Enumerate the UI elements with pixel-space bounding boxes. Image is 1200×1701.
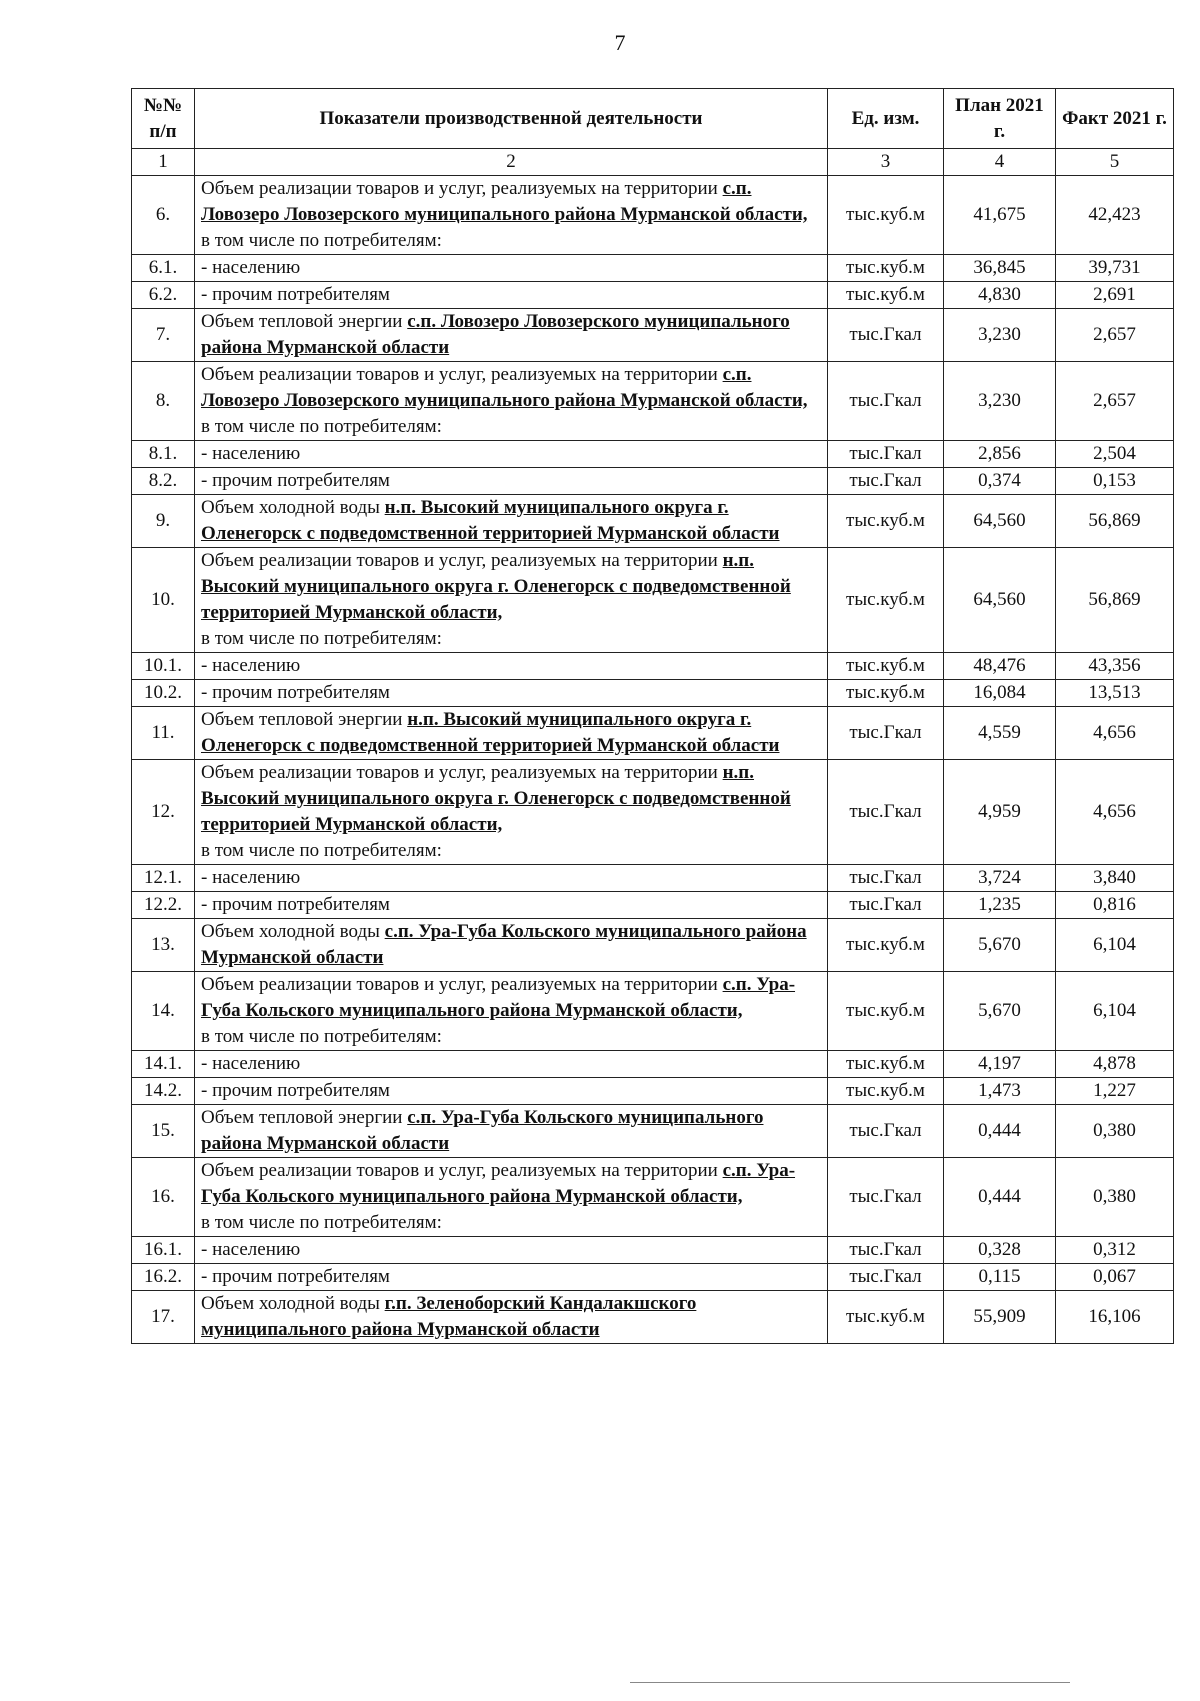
row-unit: тыс.Гкал — [828, 1158, 944, 1237]
row-number: 14. — [132, 972, 195, 1051]
settlement-name: н.п. Высокий муниципального округа г. Оленегорск с подведомственной территорией Мурманской области, — [201, 762, 791, 835]
row-unit: тыс.Гкал — [828, 865, 944, 892]
header-indicator: Показатели производственной деятельности — [195, 89, 828, 149]
row-number: 6. — [132, 176, 195, 255]
header-fact: Факт 2021 г. — [1056, 89, 1174, 149]
row-unit: тыс.куб.м — [828, 919, 944, 972]
row-number: 10. — [132, 548, 195, 653]
row-plan-value: 64,560 — [944, 495, 1056, 548]
settlement-name: н.п. Высокий муниципального округа г. Оленегорск с подведомственной территорией Мурманской области — [201, 709, 780, 756]
row-number: 6.1. — [132, 255, 195, 282]
column-index: 5 — [1056, 149, 1174, 176]
row-plan-value: 0,374 — [944, 468, 1056, 495]
row-unit: тыс.Гкал — [828, 362, 944, 441]
page-number: 7 — [614, 30, 626, 55]
row-plan-value: 4,197 — [944, 1051, 1056, 1078]
row-fact-value: 2,691 — [1056, 282, 1174, 309]
row-unit: тыс.куб.м — [828, 282, 944, 309]
row-unit: тыс.Гкал — [828, 1264, 944, 1291]
row-plan-value: 0,444 — [944, 1105, 1056, 1158]
row-fact-value: 4,878 — [1056, 1051, 1174, 1078]
row-indicator — [195, 707, 828, 760]
settlement-name: с.п. Ура-Губа Кольского муниципального района Мурманской области, — [201, 974, 796, 1021]
row-fact-value: 13,513 — [1056, 680, 1174, 707]
table-row — [132, 1291, 1174, 1344]
indicator-text: Объем тепловой энергии — [201, 709, 408, 730]
row-fact-value: 39,731 — [1056, 255, 1174, 282]
row-number: 6.2. — [132, 282, 195, 309]
row-indicator — [195, 255, 828, 282]
row-number: 10.2. — [132, 680, 195, 707]
row-plan-value: 0,115 — [944, 1264, 1056, 1291]
row-indicator — [195, 176, 828, 255]
row-fact-value: 0,312 — [1056, 1237, 1174, 1264]
table-row — [132, 653, 1174, 680]
row-number: 14.2. — [132, 1078, 195, 1105]
table-row — [132, 680, 1174, 707]
row-fact-value: 6,104 — [1056, 972, 1174, 1051]
settlement-name: н.п. Высокий муниципального округа г. Оленегорск с подведомственной территорией Мурманской области — [201, 497, 780, 544]
table-row — [132, 309, 1174, 362]
row-fact-value: 2,657 — [1056, 309, 1174, 362]
table-body — [132, 176, 1174, 1344]
row-indicator — [195, 1078, 828, 1105]
row-unit: тыс.куб.м — [828, 1078, 944, 1105]
row-number: 7. — [132, 309, 195, 362]
row-indicator — [195, 468, 828, 495]
indicator-text: - прочим потребителям — [201, 894, 390, 915]
row-unit: тыс.куб.м — [828, 548, 944, 653]
row-indicator — [195, 972, 828, 1051]
row-plan-value: 48,476 — [944, 653, 1056, 680]
row-unit: тыс.куб.м — [828, 1291, 944, 1344]
consumer-note: в том числе по потребителям: — [201, 416, 442, 437]
table-row — [132, 255, 1174, 282]
consumer-note: в том числе по потребителям: — [201, 230, 442, 251]
indicator-text: - населению — [201, 655, 301, 676]
row-number: 8.2. — [132, 468, 195, 495]
row-indicator — [195, 548, 828, 653]
row-fact-value: 16,106 — [1056, 1291, 1174, 1344]
row-indicator — [195, 1105, 828, 1158]
row-number: 8.1. — [132, 441, 195, 468]
indicator-text: Объем тепловой энергии — [201, 311, 408, 332]
row-unit: тыс.куб.м — [828, 176, 944, 255]
column-index: 1 — [132, 149, 195, 176]
row-indicator — [195, 495, 828, 548]
column-index: 3 — [828, 149, 944, 176]
row-fact-value: 3,840 — [1056, 865, 1174, 892]
table-row — [132, 176, 1174, 255]
settlement-name: с.п. Ловозеро Ловозерского муниципального района Мурманской области, — [201, 178, 808, 225]
row-indicator — [195, 282, 828, 309]
row-unit: тыс.куб.м — [828, 680, 944, 707]
table-row — [132, 282, 1174, 309]
row-indicator — [195, 441, 828, 468]
row-number: 11. — [132, 707, 195, 760]
settlement-name: н.п. Высокий муниципального округа г. Оленегорск с подведомственной территорией Мурманской области, — [201, 550, 791, 623]
column-index: 4 — [944, 149, 1056, 176]
table-row — [132, 495, 1174, 548]
row-number: 8. — [132, 362, 195, 441]
row-number: 16.1. — [132, 1237, 195, 1264]
row-number: 12. — [132, 760, 195, 865]
production-indicators-table — [131, 88, 1174, 1344]
indicator-text: Объем холодной воды — [201, 1293, 385, 1314]
settlement-name: с.п. Ура-Губа Кольского муниципального района Мурманской области, — [201, 1160, 796, 1207]
row-unit: тыс.Гкал — [828, 441, 944, 468]
row-plan-value: 36,845 — [944, 255, 1056, 282]
row-fact-value: 42,423 — [1056, 176, 1174, 255]
indicator-text: - прочим потребителям — [201, 1266, 390, 1287]
row-indicator — [195, 362, 828, 441]
settlement-name: г.п. Зеленоборский Кандалакшского муниципального района Мурманской области — [201, 1293, 697, 1340]
row-plan-value: 4,559 — [944, 707, 1056, 760]
row-fact-value: 56,869 — [1056, 548, 1174, 653]
table-row — [132, 760, 1174, 865]
row-indicator — [195, 892, 828, 919]
table-row — [132, 1264, 1174, 1291]
row-number: 16.2. — [132, 1264, 195, 1291]
row-indicator — [195, 919, 828, 972]
row-fact-value: 0,380 — [1056, 1105, 1174, 1158]
row-plan-value: 5,670 — [944, 972, 1056, 1051]
indicator-text: Объем холодной воды — [201, 921, 385, 942]
row-plan-value: 64,560 — [944, 548, 1056, 653]
row-unit: тыс.Гкал — [828, 892, 944, 919]
row-plan-value: 3,230 — [944, 309, 1056, 362]
row-fact-value: 56,869 — [1056, 495, 1174, 548]
table-row — [132, 972, 1174, 1051]
row-unit: тыс.куб.м — [828, 1051, 944, 1078]
consumer-note: в том числе по потребителям: — [201, 840, 442, 861]
row-unit: тыс.куб.м — [828, 653, 944, 680]
table-row — [132, 468, 1174, 495]
indicator-text: Объем реализации товаров и услуг, реализуемых на территории — [201, 974, 723, 995]
row-fact-value: 0,153 — [1056, 468, 1174, 495]
table-row — [132, 1078, 1174, 1105]
row-plan-value: 0,444 — [944, 1158, 1056, 1237]
indicator-text: - населению — [201, 867, 301, 888]
indicator-text: Объем реализации товаров и услуг, реализуемых на территории — [201, 762, 723, 783]
row-plan-value: 3,230 — [944, 362, 1056, 441]
row-indicator — [195, 309, 828, 362]
table-row — [132, 1158, 1174, 1237]
indicator-text: - населению — [201, 257, 301, 278]
row-unit: тыс.куб.м — [828, 255, 944, 282]
indicator-text: Объем реализации товаров и услуг, реализуемых на территории — [201, 550, 723, 571]
row-number: 12.1. — [132, 865, 195, 892]
indicator-text: - прочим потребителям — [201, 470, 390, 491]
row-indicator — [195, 653, 828, 680]
row-fact-value: 0,380 — [1056, 1158, 1174, 1237]
row-number: 14.1. — [132, 1051, 195, 1078]
row-number: 9. — [132, 495, 195, 548]
settlement-name: с.п. Ура-Губа Кольского муниципального района Мурманской области — [201, 1107, 764, 1154]
row-number: 16. — [132, 1158, 195, 1237]
consumer-note: в том числе по потребителям: — [201, 1212, 442, 1233]
consumer-note: в том числе по потребителям: — [201, 628, 442, 649]
indicator-text: Объем тепловой энергии — [201, 1107, 408, 1128]
row-fact-value: 2,657 — [1056, 362, 1174, 441]
indicator-text: - прочим потребителям — [201, 682, 390, 703]
indicator-text: - прочим потребителям — [201, 1080, 390, 1101]
row-fact-value: 2,504 — [1056, 441, 1174, 468]
row-indicator — [195, 865, 828, 892]
table-row — [132, 1051, 1174, 1078]
row-fact-value: 43,356 — [1056, 653, 1174, 680]
row-plan-value: 4,959 — [944, 760, 1056, 865]
row-unit: тыс.куб.м — [828, 972, 944, 1051]
row-indicator — [195, 680, 828, 707]
table-row — [132, 362, 1174, 441]
row-unit: тыс.Гкал — [828, 468, 944, 495]
row-fact-value: 1,227 — [1056, 1078, 1174, 1105]
row-unit: тыс.Гкал — [828, 309, 944, 362]
row-plan-value: 16,084 — [944, 680, 1056, 707]
row-unit: тыс.Гкал — [828, 760, 944, 865]
settlement-name: с.п. Ловозеро Ловозерского муниципального района Мурманской области, — [201, 364, 808, 411]
row-number: 10.1. — [132, 653, 195, 680]
table-row — [132, 892, 1174, 919]
row-plan-value: 41,675 — [944, 176, 1056, 255]
row-plan-value: 2,856 — [944, 441, 1056, 468]
row-plan-value: 0,328 — [944, 1237, 1056, 1264]
table-row — [132, 707, 1174, 760]
table-row — [132, 919, 1174, 972]
row-plan-value: 3,724 — [944, 865, 1056, 892]
row-indicator — [195, 1237, 828, 1264]
row-unit: тыс.Гкал — [828, 1105, 944, 1158]
row-indicator — [195, 1158, 828, 1237]
consumer-note: в том числе по потребителям: — [201, 1026, 442, 1047]
row-number: 17. — [132, 1291, 195, 1344]
column-index-row — [132, 149, 1174, 176]
indicator-text: - населению — [201, 1239, 301, 1260]
row-unit: тыс.Гкал — [828, 1237, 944, 1264]
table-header-row — [132, 89, 1174, 149]
indicator-text: Объем реализации товаров и услуг, реализуемых на территории — [201, 364, 723, 385]
row-plan-value: 55,909 — [944, 1291, 1056, 1344]
row-unit: тыс.Гкал — [828, 707, 944, 760]
indicator-text: - прочим потребителям — [201, 284, 390, 305]
row-plan-value: 5,670 — [944, 919, 1056, 972]
row-plan-value: 1,473 — [944, 1078, 1056, 1105]
row-number: 15. — [132, 1105, 195, 1158]
row-indicator — [195, 1264, 828, 1291]
row-fact-value: 4,656 — [1056, 760, 1174, 865]
header-unit: Ед. изм. — [828, 89, 944, 149]
row-number: 13. — [132, 919, 195, 972]
table-row — [132, 1105, 1174, 1158]
header-num: №№ п/п — [132, 89, 195, 149]
row-fact-value: 0,067 — [1056, 1264, 1174, 1291]
table-row — [132, 441, 1174, 468]
row-indicator — [195, 1291, 828, 1344]
indicator-text: - населению — [201, 1053, 301, 1074]
row-indicator — [195, 760, 828, 865]
settlement-name: с.п. Ловозеро Ловозерского муниципального района Мурманской области — [201, 311, 790, 358]
row-fact-value: 0,816 — [1056, 892, 1174, 919]
indicator-text: Объем холодной воды — [201, 497, 385, 518]
indicator-text: Объем реализации товаров и услуг, реализуемых на территории — [201, 178, 723, 199]
row-plan-value: 4,830 — [944, 282, 1056, 309]
header-plan: План 2021 г. — [944, 89, 1056, 149]
column-index: 2 — [195, 149, 828, 176]
row-indicator — [195, 1051, 828, 1078]
indicator-text: Объем реализации товаров и услуг, реализуемых на территории — [201, 1160, 723, 1181]
table-row — [132, 548, 1174, 653]
table-row — [132, 1237, 1174, 1264]
row-fact-value: 4,656 — [1056, 707, 1174, 760]
indicator-text: - населению — [201, 443, 301, 464]
page-bottom-rule — [630, 1682, 1070, 1683]
settlement-name: с.п. Ура-Губа Кольского муниципального района Мурманской области — [201, 921, 807, 968]
row-number: 12.2. — [132, 892, 195, 919]
row-plan-value: 1,235 — [944, 892, 1056, 919]
table-row — [132, 865, 1174, 892]
row-unit: тыс.куб.м — [828, 495, 944, 548]
row-fact-value: 6,104 — [1056, 919, 1174, 972]
